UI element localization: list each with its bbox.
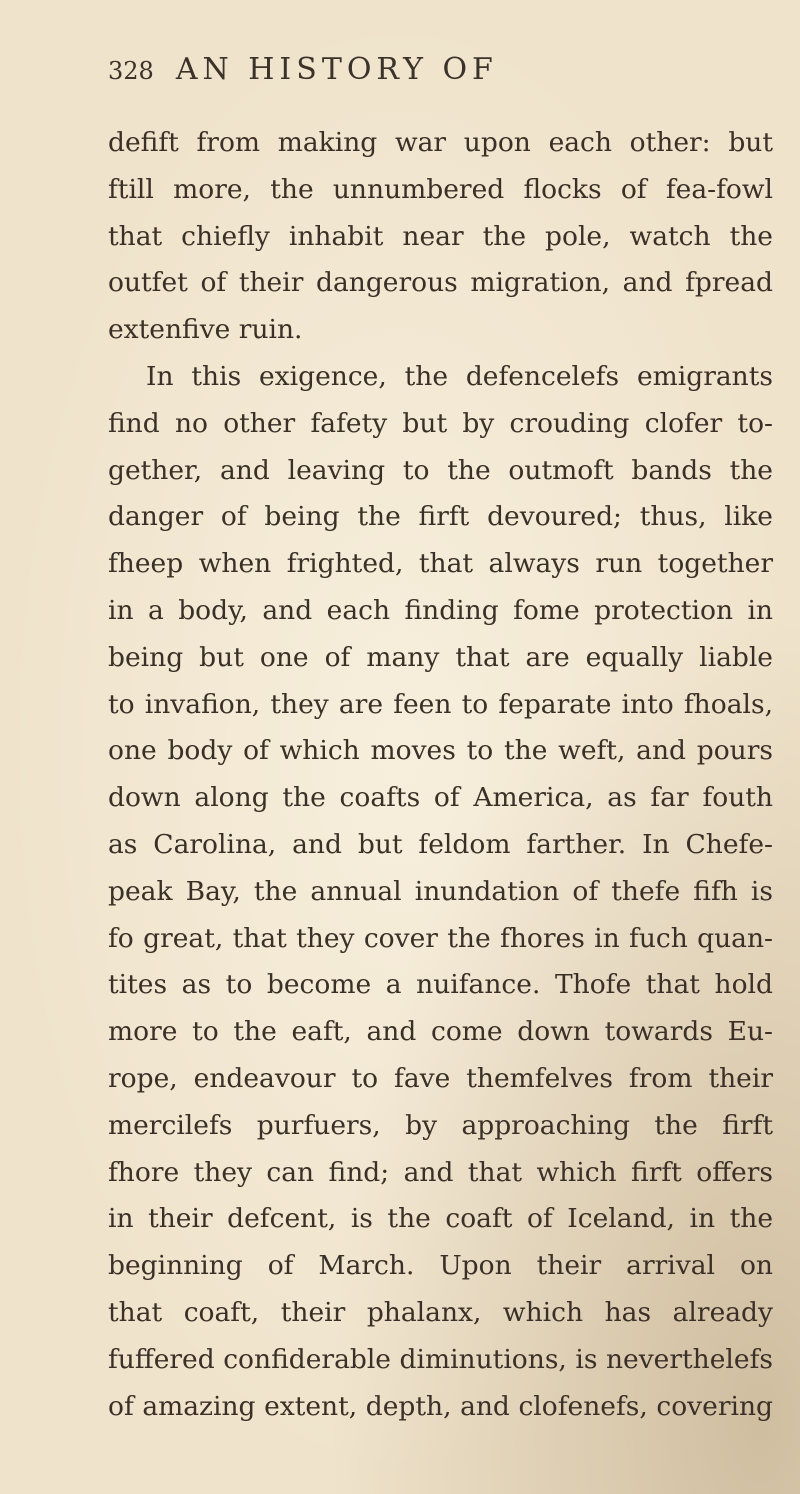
running-title: AN HISTORY OF (175, 52, 498, 87)
text-line: outfet of their dangerous migration, and fpread (108, 267, 773, 299)
text-line: to invafion, they are feen to feparate into fhoals, (108, 688, 773, 720)
text-line: danger of being the firft devoured; thus, like (108, 501, 773, 533)
text-line: one body of which moves to the weft, and pours (108, 735, 773, 767)
text-line: that coaft, their phalanx, which has already (108, 1296, 773, 1328)
text-line: rope, endeavour to fave themfelves from their (108, 1062, 773, 1094)
text-line: as Carolina, and but feldom farther. In Chefe- (108, 828, 773, 860)
text-line: gether, and leaving to the outmoft bands the (108, 454, 773, 486)
text-line: fhore they can find; and that which firft offers (108, 1156, 773, 1188)
text-line: more to the eaft, and come down towards Eu- (108, 1016, 773, 1048)
text-line: mercilefs purfuers, by approaching the firft (108, 1109, 773, 1141)
text-line: being but one of many that are equally liable (108, 641, 773, 673)
text-line: In this exigence, the defencelefs emigrants (146, 360, 773, 392)
body-text (108, 120, 773, 1430)
text-line: that chiefly inhabit near the pole, watch the (108, 220, 773, 252)
text-line: ftill more, the unnumbered flocks of fea-fowl (108, 173, 773, 205)
text-line: beginning of March. Upon their arrival on (108, 1250, 773, 1282)
text-line: in a body, and each finding fome protection in (108, 594, 773, 626)
text-line: fo great, that they cover the fhores in fuch quan- (108, 922, 773, 954)
text-line: defift from making war upon each other: but (108, 127, 773, 158)
page-number: 328 (108, 57, 154, 85)
text-line: extenfive ruin. (108, 314, 303, 346)
text-line: tites as to become a nuifance. Thofe that hold (108, 969, 773, 1001)
text-line: peak Bay, the annual inundation of thefe fifh is (108, 875, 773, 907)
text-line: fheep when frighted, that always run together (108, 548, 773, 580)
text-line: in their defcent, is the coaft of Iceland, in the (108, 1203, 773, 1235)
text-line: fuffered confiderable diminutions, is neverthelefs (108, 1343, 773, 1375)
running-head (108, 52, 498, 87)
text-line: down along the coafts of America, as far fouth (108, 782, 773, 814)
text-line: of amazing extent, depth, and clofenefs, covering (108, 1390, 773, 1422)
text-line: find no other fafety but by crouding clofer to- (108, 407, 773, 439)
